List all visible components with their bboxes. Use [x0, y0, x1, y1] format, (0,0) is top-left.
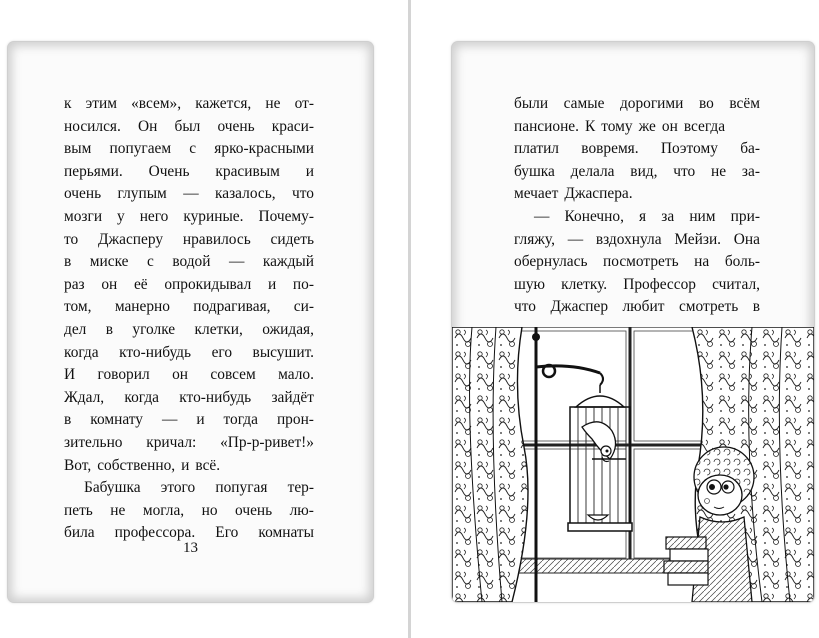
word: Она — [733, 230, 760, 248]
word: Конечно, — [564, 207, 624, 225]
word: с — [146, 253, 154, 271]
word: мозги — [64, 207, 103, 225]
text-line — [64, 342, 314, 365]
word: Он — [137, 117, 158, 135]
word: тому — [601, 117, 633, 135]
text-line — [64, 432, 314, 455]
word: дорогими — [619, 95, 684, 112]
word: самые — [563, 95, 605, 112]
word: зайдёт — [271, 388, 314, 406]
text-line — [64, 183, 314, 206]
word: водой — [172, 253, 211, 271]
word: смотреть — [678, 298, 739, 316]
word: Поэтому — [660, 140, 718, 158]
word: не — [110, 501, 126, 519]
text-line — [514, 138, 760, 161]
word: манерно — [114, 298, 170, 316]
word: были — [514, 95, 549, 112]
word: он — [661, 117, 678, 135]
word: он — [172, 366, 188, 384]
word: вздохнула — [595, 230, 662, 248]
word: на — [694, 253, 710, 271]
text-line — [64, 500, 314, 523]
word: раз — [64, 275, 85, 293]
text-line — [64, 274, 314, 297]
word: очень — [64, 185, 102, 203]
text-line — [64, 296, 314, 319]
word: попугая — [215, 479, 268, 497]
text-line — [64, 116, 314, 139]
word: ним — [689, 207, 716, 225]
word: прон- — [276, 411, 314, 429]
word: лю- — [289, 501, 314, 519]
word: тер- — [287, 479, 314, 497]
word: мало. — [278, 366, 314, 384]
text-line — [514, 274, 760, 297]
word: Джаспер — [550, 298, 609, 316]
word: Его — [215, 524, 239, 542]
word: всегда — [683, 117, 726, 135]
word: си- — [293, 298, 314, 316]
word: её — [133, 275, 148, 293]
word: он — [101, 275, 118, 293]
word: том, — [64, 298, 92, 316]
text-line — [514, 93, 760, 116]
text-line — [64, 409, 314, 432]
page-number: 13 — [183, 540, 198, 556]
word: — — [183, 185, 199, 203]
word: делала — [570, 162, 615, 180]
word: когда — [64, 343, 99, 361]
word: в — [752, 298, 760, 316]
word: перьями. — [64, 162, 123, 180]
word: казалось, — [215, 185, 276, 203]
word: Бабушка — [84, 479, 141, 497]
word: Джасперу — [98, 230, 164, 248]
word: при- — [730, 207, 760, 225]
word: и — [267, 275, 277, 293]
word: К — [584, 117, 596, 135]
word: зительно — [64, 433, 123, 451]
word: «всем», — [131, 95, 182, 112]
word: подрагивая, — [193, 298, 271, 316]
spread-divider — [408, 0, 411, 638]
word: Джаспера. — [564, 185, 633, 203]
word: петь — [64, 501, 93, 519]
word: в — [64, 253, 72, 271]
text-line — [64, 229, 314, 252]
word: сидеть — [270, 230, 314, 248]
word: гляжу, — [514, 230, 555, 248]
text-line — [64, 251, 314, 274]
word: очень — [217, 117, 255, 135]
word: но — [201, 501, 218, 519]
word: не — [265, 95, 281, 112]
word: Профессор — [623, 275, 696, 293]
word: кто-нибудь — [179, 388, 252, 406]
word: краси- — [271, 117, 314, 135]
word: когда — [124, 388, 159, 406]
word: профессора. — [114, 524, 196, 542]
right-page — [452, 42, 814, 602]
word: был — [174, 117, 201, 135]
word: я — [639, 207, 647, 225]
text-line — [64, 319, 314, 342]
word: не — [711, 162, 727, 180]
text-line — [514, 116, 760, 139]
word: вид, — [630, 162, 658, 180]
word: ярко-красными — [214, 140, 314, 158]
word: всё. — [195, 456, 221, 474]
word: комнату — [90, 411, 143, 429]
word: собственно, — [97, 456, 176, 474]
word: то — [64, 230, 79, 248]
word: боль- — [724, 253, 760, 271]
word: могла, — [142, 501, 185, 519]
word: комнаты — [258, 524, 314, 542]
text-line — [64, 455, 314, 478]
word: — — [228, 253, 245, 271]
word: «Пр-р-ривет!» — [220, 433, 314, 451]
word: И — [64, 366, 76, 384]
word: красивым — [215, 162, 280, 180]
word: клетки, — [194, 320, 243, 338]
word: и — [305, 162, 314, 180]
word: миске — [89, 253, 129, 271]
word: куриные. — [183, 207, 244, 225]
word: к — [64, 95, 72, 112]
word: в — [105, 320, 114, 338]
word: от- — [294, 95, 314, 112]
word: кажется, — [195, 95, 252, 112]
word: Вот, — [64, 456, 92, 474]
word: бушка — [514, 162, 555, 180]
text-line — [514, 251, 760, 274]
word: Ждал, — [64, 388, 105, 406]
text-line — [514, 206, 760, 229]
word: опрокидывал — [164, 275, 252, 293]
text-line — [514, 161, 760, 184]
word: и — [196, 411, 205, 429]
word: совсем — [210, 366, 256, 384]
word: высушит. — [252, 343, 314, 361]
left-page-text — [64, 93, 314, 545]
word: вовремя. — [581, 140, 639, 158]
word: его — [211, 343, 233, 361]
word: него — [139, 207, 169, 225]
text-line — [514, 296, 760, 319]
text-line — [64, 364, 314, 387]
word: — — [534, 207, 550, 225]
word: уголке — [132, 320, 176, 338]
word: шую — [514, 275, 546, 293]
word: носился. — [64, 117, 121, 135]
word: дел — [64, 320, 87, 338]
word: каждый — [262, 253, 314, 271]
word: очень — [235, 501, 273, 519]
word: этого — [160, 479, 196, 497]
word: посмотреть — [603, 253, 679, 271]
text-line — [514, 183, 760, 206]
word: била — [64, 524, 95, 542]
word: говорил — [97, 366, 150, 384]
word: за- — [741, 162, 760, 180]
word: в — [64, 411, 72, 429]
word: Очень — [148, 162, 190, 180]
word: попугаем — [109, 140, 172, 158]
word: нравилось — [182, 230, 251, 248]
word: ба- — [740, 140, 760, 158]
word: Мейзи. — [674, 230, 722, 248]
word: клетку. — [561, 275, 608, 293]
word: мечает — [514, 185, 559, 203]
text-line — [514, 229, 760, 252]
word: по- — [292, 275, 314, 293]
word: что — [673, 162, 696, 180]
word: Почему- — [258, 207, 314, 225]
left-page — [8, 42, 373, 602]
word: и — [181, 456, 190, 474]
word: считал, — [712, 275, 760, 293]
word: у — [117, 207, 125, 225]
word: этим — [85, 95, 117, 112]
text-line — [64, 387, 314, 410]
word: вым — [64, 140, 92, 158]
word: пансионе. — [514, 117, 579, 135]
word: с — [189, 140, 197, 158]
word: кто-нибудь — [119, 343, 192, 361]
word: что — [292, 185, 314, 203]
text-line — [64, 477, 314, 500]
text-line — [64, 161, 314, 184]
word: — — [161, 411, 178, 429]
word: глупым — [117, 185, 167, 203]
word: — — [567, 230, 584, 248]
word: любит — [622, 298, 665, 316]
text-line — [64, 138, 314, 161]
word: же — [638, 117, 656, 135]
word: обернулась — [514, 253, 588, 271]
right-page-text — [514, 93, 760, 319]
illustration-parrot-cage-window — [452, 327, 814, 602]
text-line — [64, 93, 314, 116]
word: за — [661, 207, 675, 225]
text-line — [64, 206, 314, 229]
word: тогда — [223, 411, 258, 429]
word: кричал: — [146, 433, 197, 451]
word: во — [698, 95, 714, 112]
word: всём — [729, 95, 760, 112]
word: что — [514, 298, 536, 316]
word: ожидая, — [262, 320, 314, 338]
word: платил — [514, 140, 559, 158]
